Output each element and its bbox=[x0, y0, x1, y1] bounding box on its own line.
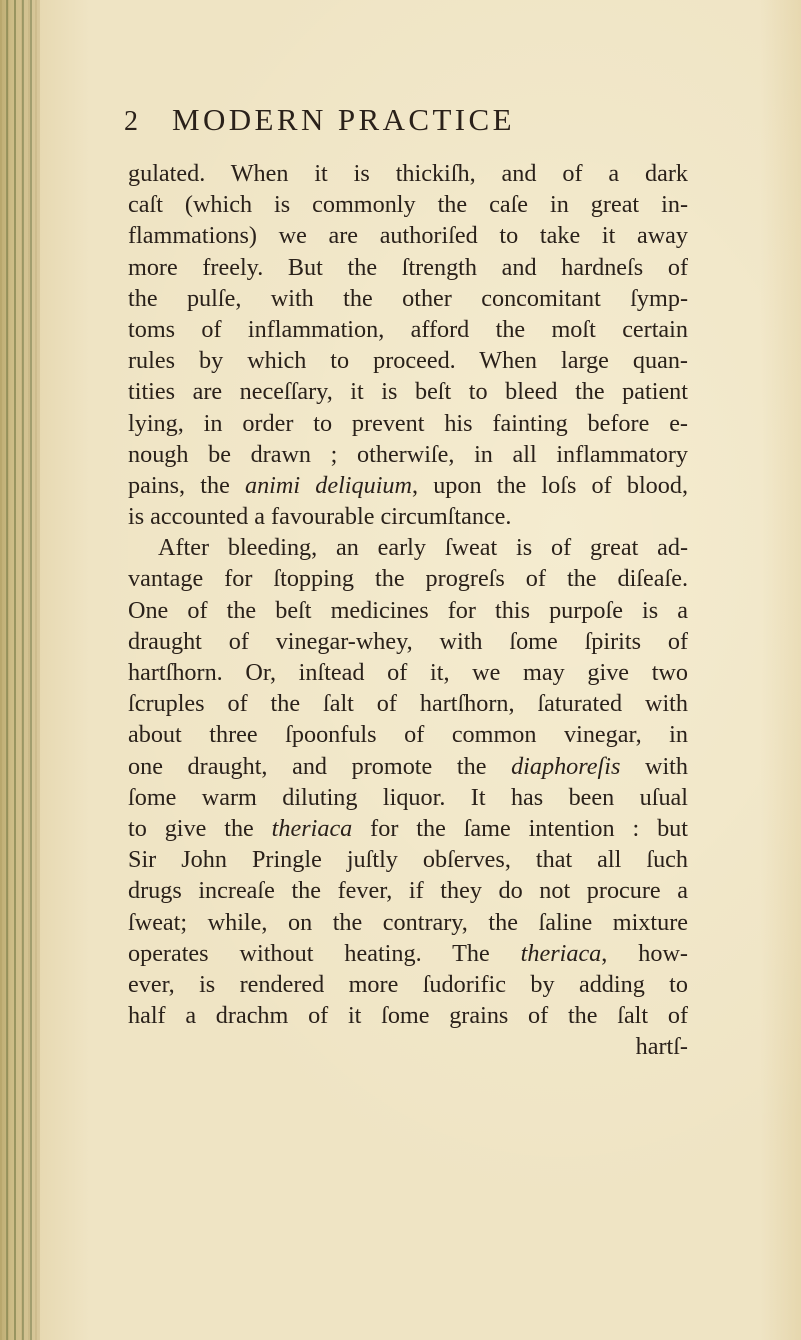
text-line: drugs increaſe the fever, if they do not procure a bbox=[128, 877, 688, 905]
text-line: is accounted a favourable circumſtance. bbox=[128, 503, 512, 531]
text-line: Sir John Pringle juſtly obſerves, that all ſuch bbox=[128, 846, 688, 874]
text-line bbox=[128, 813, 688, 844]
text-line: nough be drawn ; otherwiſe, in all inflammatory bbox=[128, 440, 688, 468]
text-line: lying, in order to prevent his fainting before e- bbox=[128, 409, 688, 437]
text-run: to give the bbox=[128, 814, 272, 842]
text-line: hartſhorn. Or, inſtead of it, we may give two bbox=[128, 659, 688, 686]
page-header bbox=[124, 100, 694, 144]
text-line: more freely. But the ſtrength and hardneſs of bbox=[128, 253, 688, 281]
text-line bbox=[128, 938, 688, 969]
text-run: one draught, and promote the bbox=[128, 752, 512, 780]
gutter-stain bbox=[6, 0, 8, 1340]
text-line: One of the beſt medicines for this purpoſe is a bbox=[128, 596, 688, 624]
text-line bbox=[128, 751, 688, 782]
text-line bbox=[128, 470, 688, 501]
text-run: pains, the bbox=[128, 471, 245, 499]
italic-term: theriaca bbox=[271, 814, 353, 842]
catchword: hartſ- bbox=[635, 1033, 688, 1061]
running-head: MODERN PRACTICE bbox=[172, 102, 515, 137]
text-line: After bleeding, an early ſweat is of great ad- bbox=[158, 534, 688, 562]
text-line: flammations) we are authoriſed to take it away bbox=[128, 222, 688, 250]
text-line: ſome warm diluting liquor. It has been uſual bbox=[128, 783, 688, 811]
gutter-stain bbox=[14, 0, 16, 1340]
text-line: vantage for ſtopping the progreſs of the diſeaſe. bbox=[128, 565, 688, 593]
text-line: gulated. When it is thickiſh, and of a dark bbox=[128, 160, 688, 187]
text-run: with bbox=[620, 752, 688, 780]
text-line: the pulſe, with the other concomitant ſymp- bbox=[128, 284, 688, 312]
page-number: 2 bbox=[124, 106, 138, 137]
gutter-stain bbox=[22, 0, 24, 1340]
body-text bbox=[128, 158, 688, 1062]
text-line: ever, is rendered more ſudorific by adding to bbox=[128, 970, 688, 998]
italic-term: diaphoreſis bbox=[511, 752, 621, 780]
text-line: half a drachm of it ſome grains of the ſalt of bbox=[128, 1002, 688, 1030]
italic-term: animi deliquium bbox=[244, 471, 412, 499]
text-line: rules by which to proceed. When large quan- bbox=[128, 347, 688, 375]
text-line: toms of inflammation, afford the moſt certain bbox=[128, 315, 688, 343]
text-line: draught of vinegar-whey, with ſome ſpirits of bbox=[128, 627, 688, 655]
italic-term: theriaca bbox=[520, 939, 602, 967]
text-run: , upon the loſs of blood, bbox=[411, 471, 688, 499]
text-line: caſt (which is commonly the caſe in great in- bbox=[128, 191, 688, 219]
text-line: about three ſpoonfuls of common vinegar, in bbox=[128, 721, 688, 749]
text-line: ſcruples of the ſalt of hartſhorn, ſaturated with bbox=[128, 690, 688, 718]
page-gutter bbox=[0, 0, 40, 1340]
text-run: operates without heating. The bbox=[128, 939, 521, 967]
text-run: , how- bbox=[601, 939, 688, 967]
text-line: ſweat; while, on the contrary, the ſaline mixture bbox=[128, 908, 688, 936]
gutter-stain bbox=[30, 0, 32, 1340]
text-run: for the ſame intention : but bbox=[352, 814, 688, 842]
text-line: tities are neceſſary, it is beſt to bleed the patient bbox=[128, 378, 688, 406]
